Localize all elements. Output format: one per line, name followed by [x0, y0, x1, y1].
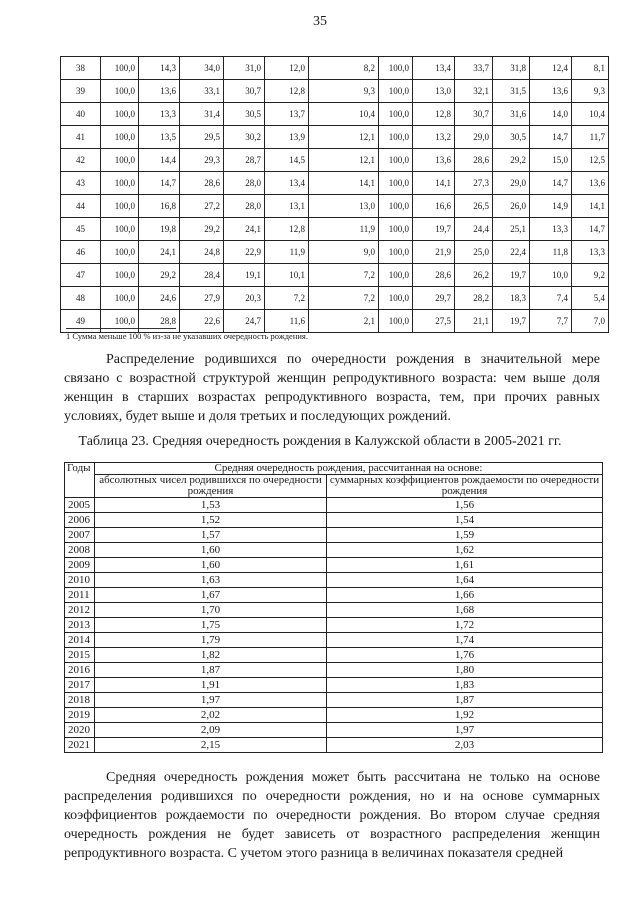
- value-cell: 1,82: [95, 648, 327, 663]
- table-row: [65, 513, 603, 528]
- value-cell: 30,7: [455, 103, 493, 126]
- value-cell: 31,4: [180, 103, 224, 126]
- table-row: [61, 57, 609, 80]
- value-cell: 14,7: [530, 172, 572, 195]
- table-row: [65, 588, 603, 603]
- age-cell: 45: [61, 218, 101, 241]
- value-cell: 100,0: [101, 149, 139, 172]
- value-cell: 11,7: [572, 126, 609, 149]
- value-cell: 1,74: [327, 633, 603, 648]
- value-cell: 14,7: [139, 172, 180, 195]
- age-cell: 44: [61, 195, 101, 218]
- age-cell: 41: [61, 126, 101, 149]
- value-cell: 7,7: [530, 310, 572, 333]
- value-cell: 30,2: [224, 126, 265, 149]
- value-cell: 100,0: [379, 287, 413, 310]
- value-cell: 100,0: [379, 195, 413, 218]
- value-cell: 19,7: [493, 264, 530, 287]
- value-cell: 12,4: [530, 57, 572, 80]
- table-row: [61, 80, 609, 103]
- value-cell: 14,0: [530, 103, 572, 126]
- value-cell: 14,5: [265, 149, 309, 172]
- age-cell: 49: [61, 310, 101, 333]
- value-cell: 13,6: [139, 80, 180, 103]
- value-cell: 26,0: [493, 195, 530, 218]
- year-cell: 2006: [65, 513, 95, 528]
- value-cell: 31,0: [224, 57, 265, 80]
- value-cell: 12,1: [309, 126, 379, 149]
- table-row: [65, 528, 603, 543]
- header-years: Годы: [65, 463, 95, 498]
- value-cell: 100,0: [101, 264, 139, 287]
- value-cell: 1,87: [327, 693, 603, 708]
- table-row: [65, 498, 603, 513]
- table-row: [61, 195, 609, 218]
- value-cell: 13,9: [265, 126, 309, 149]
- value-cell: 100,0: [101, 126, 139, 149]
- value-cell: 30,5: [224, 103, 265, 126]
- value-cell: 1,60: [95, 543, 327, 558]
- value-cell: 12,0: [265, 57, 309, 80]
- year-cell: 2013: [65, 618, 95, 633]
- value-cell: 100,0: [101, 241, 139, 264]
- value-cell: 1,97: [327, 723, 603, 738]
- value-cell: 28,8: [139, 310, 180, 333]
- value-cell: 100,0: [379, 310, 413, 333]
- value-cell: 12,5: [572, 149, 609, 172]
- value-cell: 14,7: [572, 218, 609, 241]
- year-cell: 2007: [65, 528, 95, 543]
- value-cell: 26,2: [455, 264, 493, 287]
- value-cell: 9,0: [309, 241, 379, 264]
- value-cell: 22,6: [180, 310, 224, 333]
- value-cell: 14,7: [530, 126, 572, 149]
- value-cell: 1,76: [327, 648, 603, 663]
- table-row: [61, 103, 609, 126]
- age-cell: 39: [61, 80, 101, 103]
- value-cell: 1,59: [327, 528, 603, 543]
- header-group: Средняя очередность рождения, рассчитанная на основе:: [95, 463, 603, 475]
- value-cell: 13,7: [265, 103, 309, 126]
- value-cell: 28,0: [224, 172, 265, 195]
- value-cell: 28,6: [180, 172, 224, 195]
- value-cell: 29,3: [180, 149, 224, 172]
- value-cell: 27,3: [455, 172, 493, 195]
- value-cell: 31,5: [493, 80, 530, 103]
- year-cell: 2012: [65, 603, 95, 618]
- birth-order-distribution-table: [60, 56, 609, 333]
- value-cell: 14,1: [309, 172, 379, 195]
- value-cell: 1,87: [95, 663, 327, 678]
- age-cell: 38: [61, 57, 101, 80]
- header-absolute-numbers: абсолютных чисел родившихся по очередности рождения: [95, 475, 327, 498]
- table-row: [65, 723, 603, 738]
- value-cell: 14,9: [530, 195, 572, 218]
- table-row: [65, 693, 603, 708]
- value-cell: 100,0: [101, 218, 139, 241]
- value-cell: 1,70: [95, 603, 327, 618]
- value-cell: 100,0: [101, 310, 139, 333]
- value-cell: 1,79: [95, 633, 327, 648]
- footnote-divider: [66, 328, 176, 329]
- value-cell: 100,0: [101, 57, 139, 80]
- value-cell: 13,4: [413, 57, 455, 80]
- value-cell: 13,6: [530, 80, 572, 103]
- age-cell: 46: [61, 241, 101, 264]
- table-row: [65, 663, 603, 678]
- table-row: [65, 558, 603, 573]
- value-cell: 1,63: [95, 573, 327, 588]
- age-cell: 43: [61, 172, 101, 195]
- value-cell: 2,02: [95, 708, 327, 723]
- value-cell: 13,3: [139, 103, 180, 126]
- value-cell: 22,4: [493, 241, 530, 264]
- value-cell: 11,9: [309, 218, 379, 241]
- value-cell: 25,0: [455, 241, 493, 264]
- age-cell: 42: [61, 149, 101, 172]
- value-cell: 28,0: [224, 195, 265, 218]
- value-cell: 100,0: [379, 264, 413, 287]
- value-cell: 2,1: [309, 310, 379, 333]
- value-cell: 32,1: [455, 80, 493, 103]
- value-cell: 13,2: [413, 126, 455, 149]
- value-cell: 24,1: [224, 218, 265, 241]
- table-row: [61, 287, 609, 310]
- value-cell: 13,5: [139, 126, 180, 149]
- year-cell: 2017: [65, 678, 95, 693]
- value-cell: 1,97: [95, 693, 327, 708]
- value-cell: 31,6: [493, 103, 530, 126]
- value-cell: 100,0: [379, 57, 413, 80]
- value-cell: 100,0: [101, 80, 139, 103]
- value-cell: 2,15: [95, 738, 327, 753]
- value-cell: 7,2: [309, 287, 379, 310]
- value-cell: 100,0: [379, 126, 413, 149]
- value-cell: 12,8: [265, 80, 309, 103]
- value-cell: 29,2: [139, 264, 180, 287]
- value-cell: 100,0: [101, 103, 139, 126]
- value-cell: 7,2: [265, 287, 309, 310]
- value-cell: 1,75: [95, 618, 327, 633]
- value-cell: 29,2: [180, 218, 224, 241]
- value-cell: 13,4: [265, 172, 309, 195]
- value-cell: 10,0: [530, 264, 572, 287]
- value-cell: 1,56: [327, 498, 603, 513]
- value-cell: 100,0: [101, 287, 139, 310]
- page-number: 35: [313, 14, 327, 29]
- year-cell: 2009: [65, 558, 95, 573]
- value-cell: 29,2: [493, 149, 530, 172]
- year-cell: 2011: [65, 588, 95, 603]
- value-cell: 1,54: [327, 513, 603, 528]
- value-cell: 100,0: [101, 195, 139, 218]
- table-row: [65, 573, 603, 588]
- value-cell: 8,2: [309, 57, 379, 80]
- year-cell: 2010: [65, 573, 95, 588]
- value-cell: 28,6: [455, 149, 493, 172]
- table-row: [65, 708, 603, 723]
- value-cell: 24,7: [224, 310, 265, 333]
- value-cell: 13,6: [572, 172, 609, 195]
- value-cell: 33,7: [455, 57, 493, 80]
- value-cell: 18,3: [493, 287, 530, 310]
- value-cell: 11,8: [530, 241, 572, 264]
- value-cell: 14,4: [139, 149, 180, 172]
- value-cell: 100,0: [379, 80, 413, 103]
- value-cell: 13,6: [413, 149, 455, 172]
- table-row: [65, 543, 603, 558]
- paragraph-age-structure: Распределение родившихся по очередности рождения в значительной мере связано с возрастной структурой женщин репродуктивного возраста: чем выше доля женщин в старших возрастах репродуктивного возраста, тем, при прочих равных условиях, будет выше и доля третьих и последующих рождений.: [64, 352, 600, 424]
- value-cell: 29,7: [413, 287, 455, 310]
- value-cell: 2,03: [327, 738, 603, 753]
- value-cell: 1,92: [327, 708, 603, 723]
- value-cell: 28,4: [180, 264, 224, 287]
- age-cell: 40: [61, 103, 101, 126]
- value-cell: 27,5: [413, 310, 455, 333]
- value-cell: 27,9: [180, 287, 224, 310]
- year-cell: 2016: [65, 663, 95, 678]
- table-row: [65, 738, 603, 753]
- value-cell: 1,62: [327, 543, 603, 558]
- value-cell: 19,7: [413, 218, 455, 241]
- value-cell: 1,61: [327, 558, 603, 573]
- value-cell: 8,1: [572, 57, 609, 80]
- value-cell: 28,7: [224, 149, 265, 172]
- value-cell: 100,0: [379, 103, 413, 126]
- value-cell: 14,1: [413, 172, 455, 195]
- value-cell: 24,6: [139, 287, 180, 310]
- table-row: [65, 618, 603, 633]
- value-cell: 29,0: [493, 172, 530, 195]
- value-cell: 12,1: [309, 149, 379, 172]
- value-cell: 33,1: [180, 80, 224, 103]
- value-cell: 12,8: [413, 103, 455, 126]
- value-cell: 7,0: [572, 310, 609, 333]
- value-cell: 10,1: [265, 264, 309, 287]
- table-row: [65, 648, 603, 663]
- value-cell: 30,5: [493, 126, 530, 149]
- value-cell: 20,3: [224, 287, 265, 310]
- value-cell: 21,9: [413, 241, 455, 264]
- table-row: [61, 149, 609, 172]
- table-row: [65, 678, 603, 693]
- value-cell: 2,09: [95, 723, 327, 738]
- year-cell: 2020: [65, 723, 95, 738]
- header-total-fertility-rates: суммарных коэффициентов рождаемости по очередности рождения: [327, 475, 603, 498]
- value-cell: 100,0: [379, 149, 413, 172]
- footnote: 1 Сумма меньше 100 % из-за не указавших очередность рождения.: [66, 331, 308, 341]
- value-cell: 100,0: [379, 241, 413, 264]
- value-cell: 7,4: [530, 287, 572, 310]
- value-cell: 13,3: [572, 241, 609, 264]
- value-cell: 100,0: [379, 218, 413, 241]
- value-cell: 9,3: [309, 80, 379, 103]
- value-cell: 11,9: [265, 241, 309, 264]
- value-cell: 21,1: [455, 310, 493, 333]
- table-row: [65, 603, 603, 618]
- value-cell: 26,5: [455, 195, 493, 218]
- value-cell: 1,52: [95, 513, 327, 528]
- value-cell: 10,4: [309, 103, 379, 126]
- age-cell: 47: [61, 264, 101, 287]
- value-cell: 15,0: [530, 149, 572, 172]
- paragraph-calculation-methods: Средняя очередность рождения может быть рассчитана не только на основе распределения родившихся по очередности рождения, но и на основе суммарных коэффициентов рождаемости по очередности рождения. Во втором случае средняя очередность рождения не будет зависеть от возрастного распределения женщин репродуктивного возраста. С учетом этого разница в величинах показателя средней: [64, 770, 600, 861]
- value-cell: 1,80: [327, 663, 603, 678]
- value-cell: 1,72: [327, 618, 603, 633]
- value-cell: 10,4: [572, 103, 609, 126]
- table-23-title: Таблица 23. Средняя очередность рождения в Калужской области в 2005-2021 гг.: [78, 434, 562, 449]
- value-cell: 16,8: [139, 195, 180, 218]
- value-cell: 27,2: [180, 195, 224, 218]
- value-cell: 13,0: [309, 195, 379, 218]
- value-cell: 24,8: [180, 241, 224, 264]
- value-cell: 29,5: [180, 126, 224, 149]
- value-cell: 19,7: [493, 310, 530, 333]
- year-cell: 2018: [65, 693, 95, 708]
- value-cell: 24,4: [455, 218, 493, 241]
- value-cell: 1,64: [327, 573, 603, 588]
- value-cell: 1,83: [327, 678, 603, 693]
- value-cell: 5,4: [572, 287, 609, 310]
- value-cell: 1,66: [327, 588, 603, 603]
- value-cell: 28,6: [413, 264, 455, 287]
- value-cell: 9,2: [572, 264, 609, 287]
- value-cell: 13,1: [265, 195, 309, 218]
- table-row: [61, 264, 609, 287]
- value-cell: 14,1: [572, 195, 609, 218]
- year-cell: 2021: [65, 738, 95, 753]
- value-cell: 13,0: [413, 80, 455, 103]
- table-row: [61, 126, 609, 149]
- value-cell: 14,3: [139, 57, 180, 80]
- value-cell: 13,3: [530, 218, 572, 241]
- value-cell: 7,2: [309, 264, 379, 287]
- value-cell: 12,8: [265, 218, 309, 241]
- table-row: [65, 633, 603, 648]
- value-cell: 24,1: [139, 241, 180, 264]
- value-cell: 1,68: [327, 603, 603, 618]
- average-birth-order-table: [64, 462, 603, 753]
- table-row: [61, 241, 609, 264]
- table-row: [61, 172, 609, 195]
- year-cell: 2019: [65, 708, 95, 723]
- value-cell: 28,2: [455, 287, 493, 310]
- year-cell: 2014: [65, 633, 95, 648]
- year-cell: 2005: [65, 498, 95, 513]
- value-cell: 25,1: [493, 218, 530, 241]
- value-cell: 1,67: [95, 588, 327, 603]
- value-cell: 1,91: [95, 678, 327, 693]
- value-cell: 1,60: [95, 558, 327, 573]
- value-cell: 34,0: [180, 57, 224, 80]
- value-cell: 1,57: [95, 528, 327, 543]
- value-cell: 22,9: [224, 241, 265, 264]
- age-cell: 48: [61, 287, 101, 310]
- table-row: [61, 218, 609, 241]
- value-cell: 29,0: [455, 126, 493, 149]
- value-cell: 9,3: [572, 80, 609, 103]
- value-cell: 19,1: [224, 264, 265, 287]
- value-cell: 100,0: [379, 172, 413, 195]
- value-cell: 16,6: [413, 195, 455, 218]
- value-cell: 11,6: [265, 310, 309, 333]
- value-cell: 30,7: [224, 80, 265, 103]
- year-cell: 2015: [65, 648, 95, 663]
- table-row: [61, 310, 609, 333]
- value-cell: 100,0: [101, 172, 139, 195]
- value-cell: 19,8: [139, 218, 180, 241]
- value-cell: 31,8: [493, 57, 530, 80]
- value-cell: 1,53: [95, 498, 327, 513]
- year-cell: 2008: [65, 543, 95, 558]
